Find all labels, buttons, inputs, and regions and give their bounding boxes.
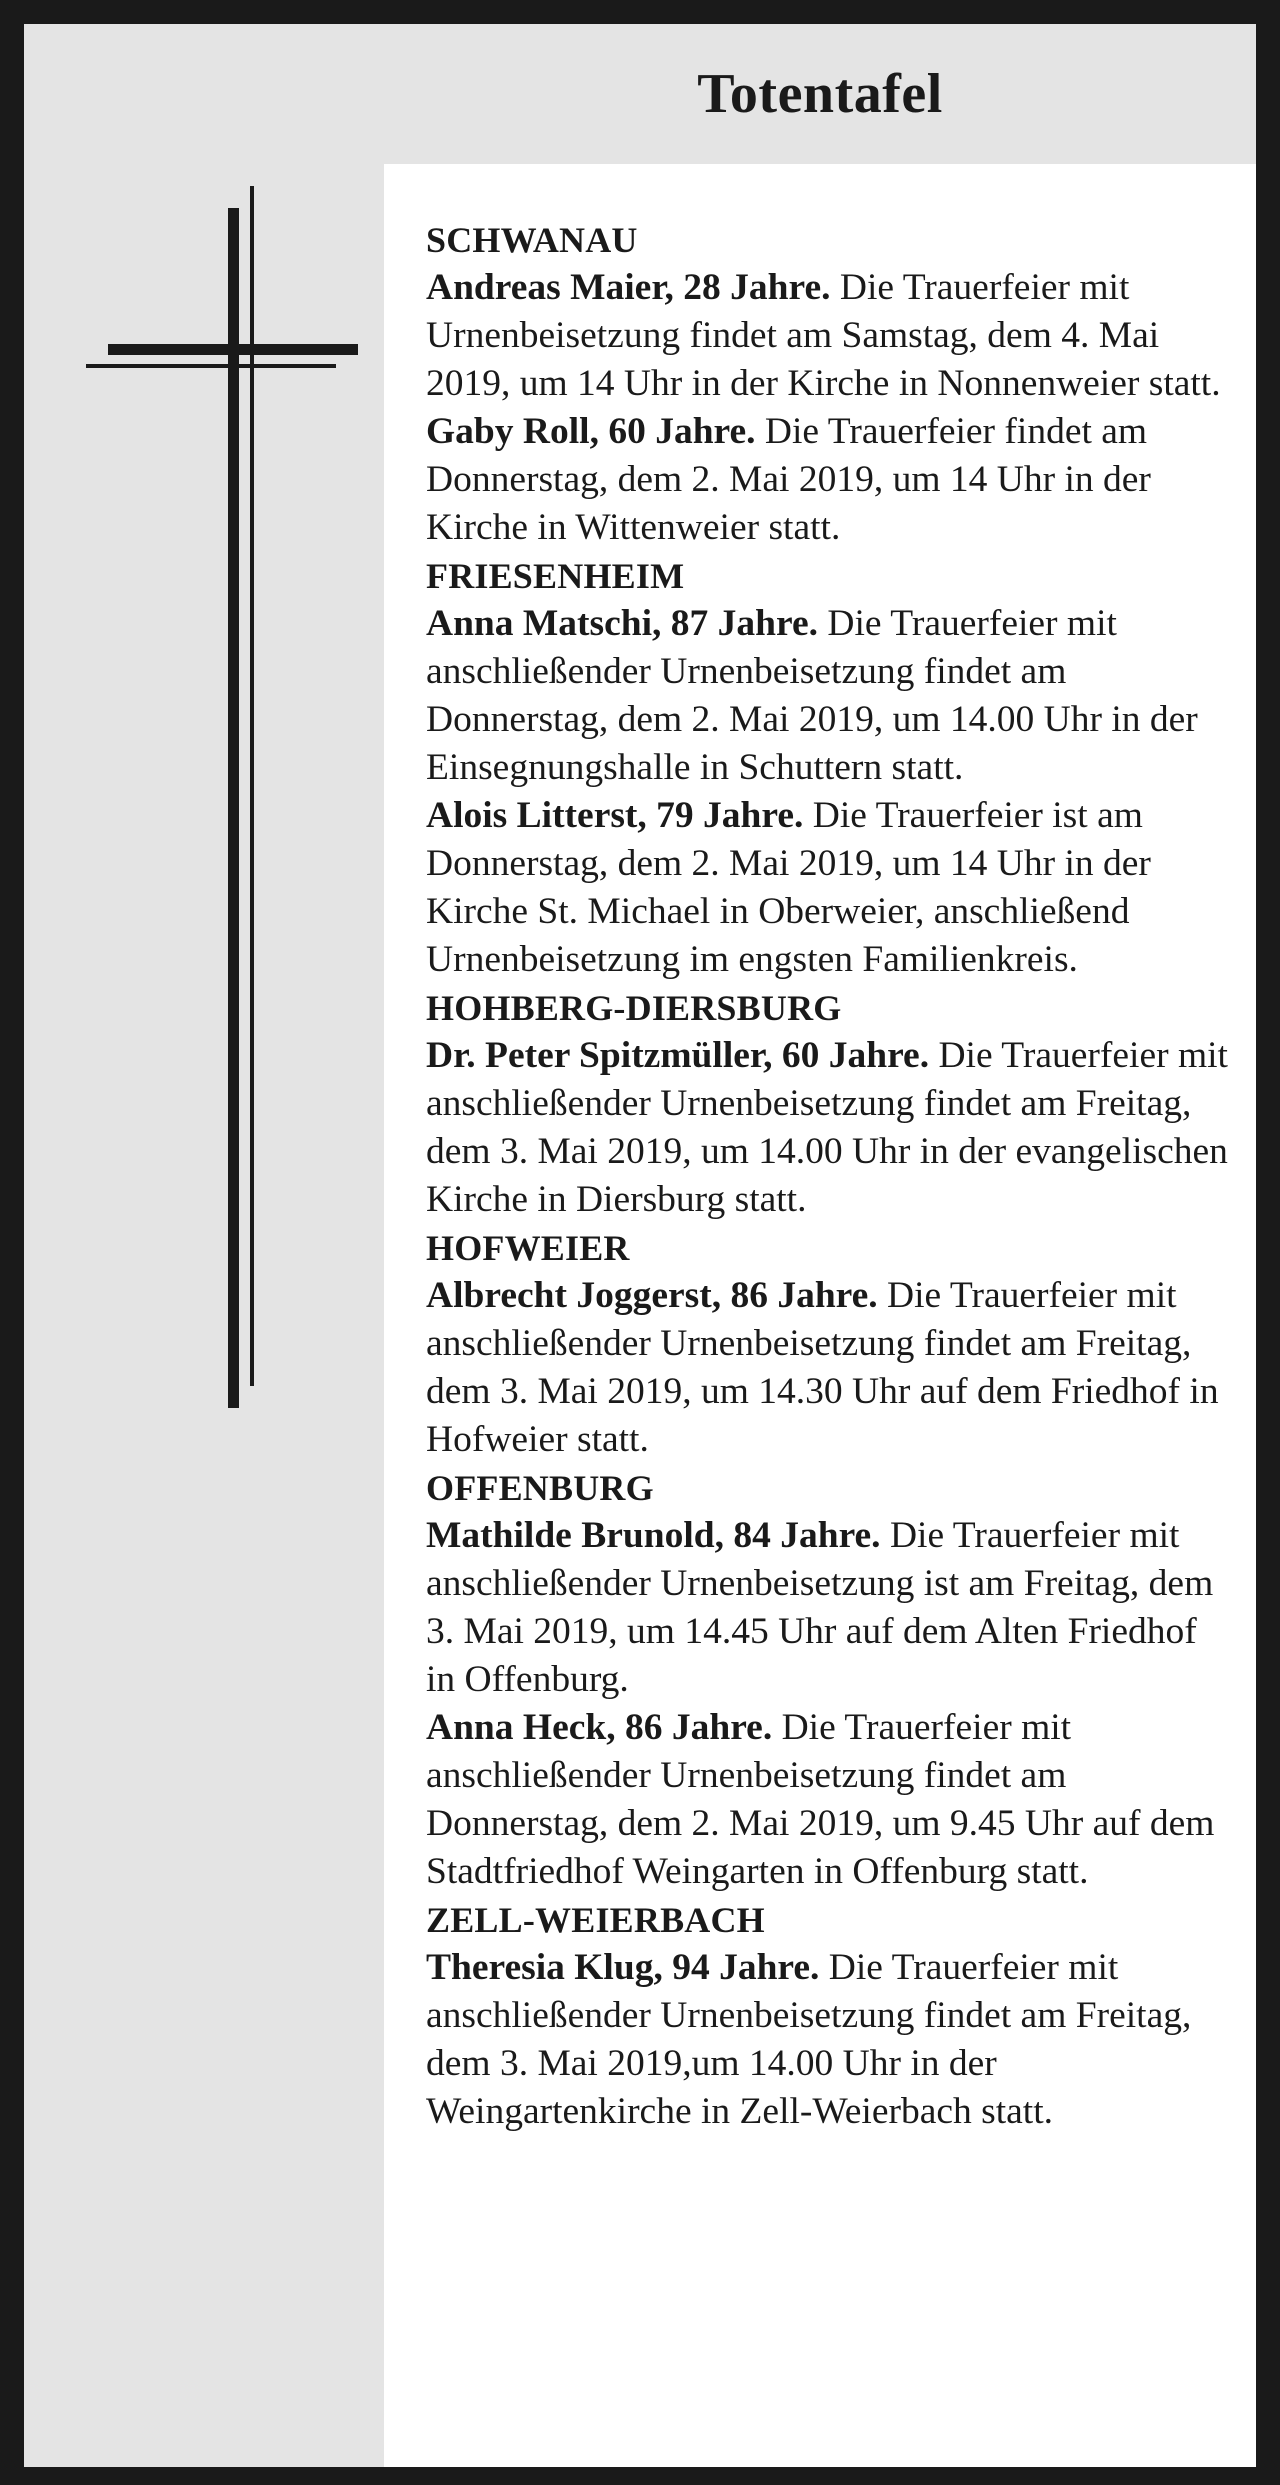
deceased-name: Andreas Maier, 28 Jahre.: [426, 267, 831, 308]
page-title: Totentafel: [697, 63, 943, 125]
obituary-entry: [426, 264, 1232, 408]
place-heading: ZELL-WEIERBACH: [426, 1900, 765, 1940]
deceased-name: Alois Litterst, 79 Jahre.: [426, 795, 804, 836]
place-heading: FRIESENHEIM: [426, 556, 685, 596]
deceased-name: Anna Matschi, 87 Jahre.: [426, 603, 819, 644]
deceased-name: Dr. Peter Spitzmüller, 60 Jahre.: [426, 1035, 930, 1076]
obituary-entry: [426, 408, 1232, 552]
deceased-name: Mathilde Brunold, 84 Jahre.: [426, 1515, 881, 1556]
place-heading: SCHWANAU: [426, 220, 638, 260]
service-details: Die Trauerfeier mit Urnenbeisetzung findet am Samstag, dem 4. Mai 2019, um 14 Uhr in der Kirche in Nonnenweier statt.: [426, 267, 1221, 404]
obituary-list: [384, 164, 1256, 2467]
place-heading: OFFENBURG: [426, 1468, 654, 1508]
service-details: Die Trauerfeier ist am Donnerstag, dem 2. Mai 2019, um 14 Uhr in der Kirche St. Michael in Oberweier, anschließend Urnenbeisetzung im engsten Familienkreis.: [426, 795, 1151, 980]
obituary-entry: [426, 1512, 1232, 1704]
service-details: Die Trauerfeier mit anschließender Urnenbeisetzung findet am Donnerstag, dem 2. Mai 2019, um 9.45 Uhr auf dem Stadtfriedhof Weingarten in Offenburg statt.: [426, 1707, 1215, 1892]
service-details: Die Trauerfeier findet am Donnerstag, dem 2. Mai 2019, um 14 Uhr in der Kirche in Wittenweier statt.: [426, 411, 1151, 548]
obituary-entry: [426, 1272, 1232, 1464]
obituary-entry: [426, 1944, 1232, 2136]
deceased-name: Albrecht Joggerst, 86 Jahre.: [426, 1275, 878, 1316]
service-details: Die Trauerfeier mit anschließender Urnenbeisetzung findet am Freitag, dem 3. Mai 2019, um 14.00 Uhr in der evangelischen Kirche in Diersburg statt.: [426, 1035, 1228, 1220]
place-heading: HOFWEIER: [426, 1228, 630, 1268]
service-details: Die Trauerfeier mit anschließender Urnenbeisetzung ist am Freitag, dem 3. Mai 2019, um 14.45 Uhr auf dem Alten Friedhof in Offenburg.: [426, 1515, 1214, 1700]
cross-icon: [54, 164, 374, 1424]
service-details: Die Trauerfeier mit anschließender Urnenbeisetzung findet am Donnerstag, dem 2. Mai 2019, um 14.00 Uhr in der Einsegnungshalle in Schuttern statt.: [426, 603, 1198, 788]
obituary-entry: [426, 792, 1232, 984]
deceased-name: Gaby Roll, 60 Jahre.: [426, 411, 756, 452]
obituary-entry: [426, 1704, 1232, 1896]
place-heading: HOHBERG-DIERSBURG: [426, 988, 842, 1028]
obituary-panel: [24, 24, 1256, 2467]
obituary-entry: [426, 1032, 1232, 1224]
deceased-name: Anna Heck, 86 Jahre.: [426, 1707, 773, 1748]
service-details: Die Trauerfeier mit anschließender Urnenbeisetzung findet am Freitag, dem 3. Mai 2019,um 14.00 Uhr in der Weingartenkirche in Zell-Weierbach statt.: [426, 1947, 1192, 2132]
service-details: Die Trauerfeier mit anschließender Urnenbeisetzung findet am Freitag, dem 3. Mai 2019, um 14.30 Uhr auf dem Friedhof in Hofweier statt.: [426, 1275, 1219, 1460]
obituary-entry: [426, 600, 1232, 792]
deceased-name: Theresia Klug, 94 Jahre.: [426, 1947, 820, 1988]
